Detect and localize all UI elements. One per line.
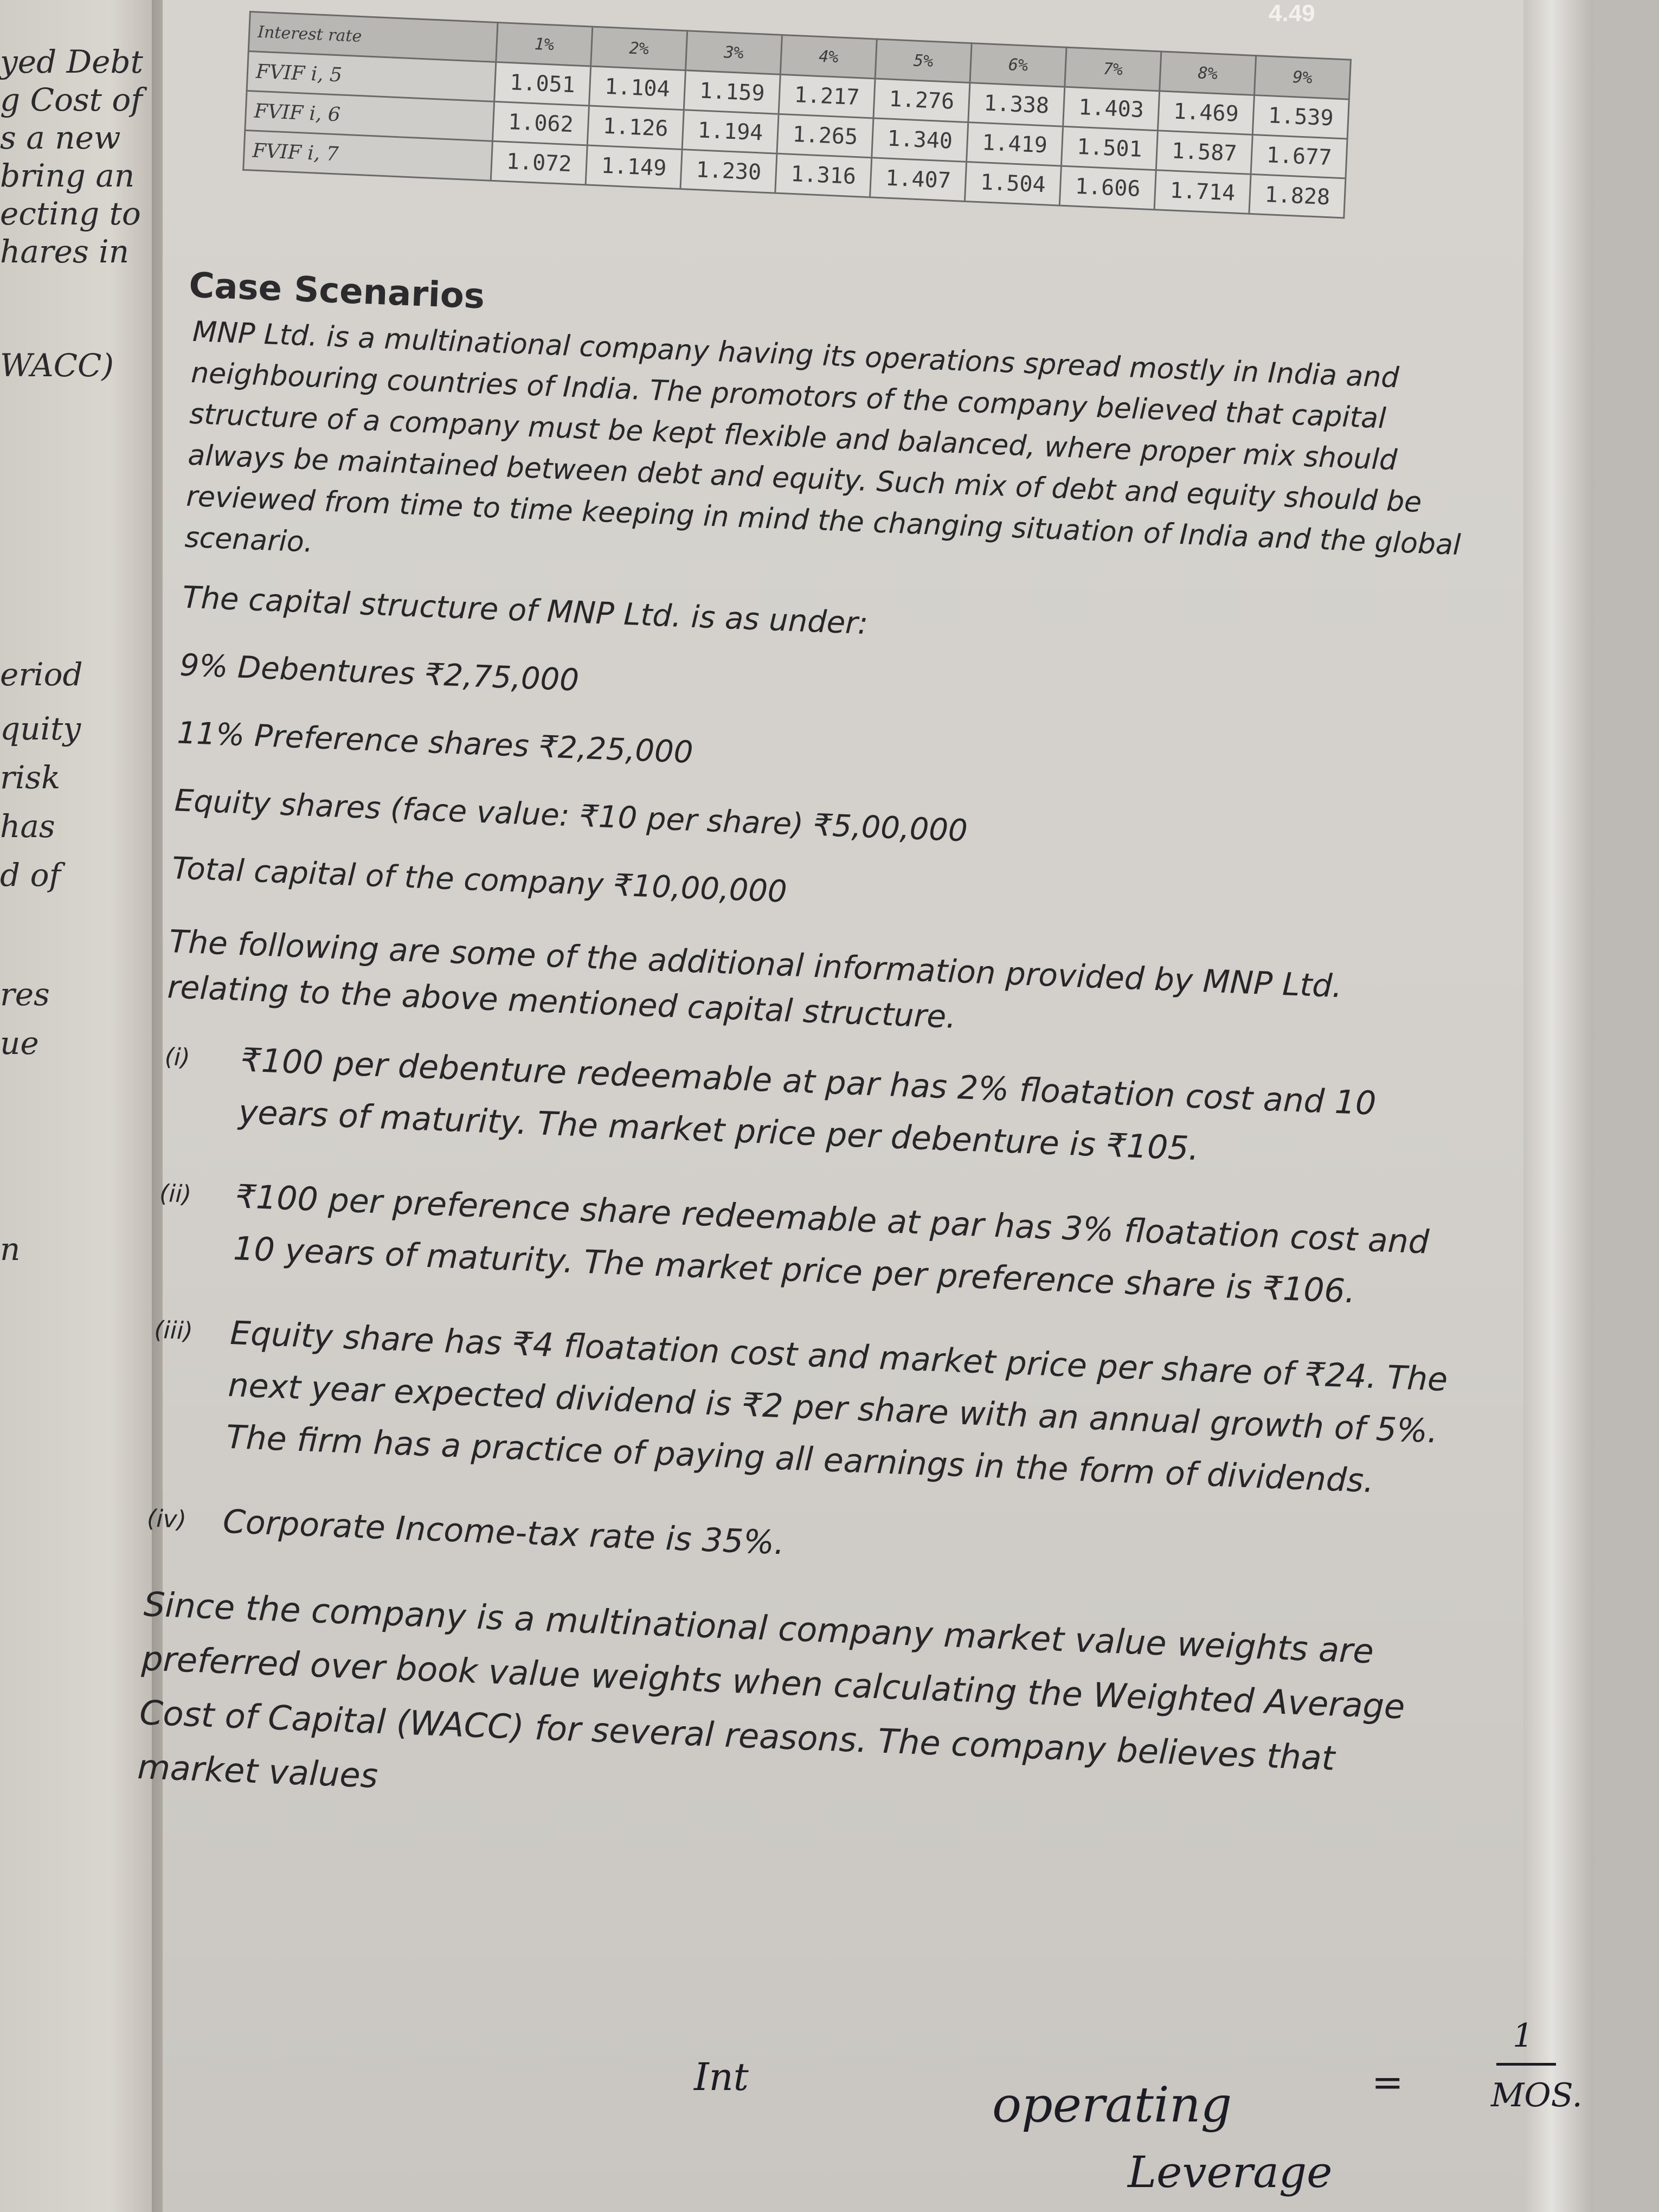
left-page-fragment: yed Debt [0, 43, 143, 80]
left-page-fragment: hares in [0, 233, 130, 270]
table-cell: 1.714 [1154, 170, 1251, 214]
table-cell: 1.539 [1252, 95, 1349, 139]
table-header-cell: 1% [496, 22, 593, 66]
table-header-cell: 5% [875, 39, 972, 83]
table-cell: 1.104 [589, 66, 685, 110]
table-cell: 1.265 [777, 114, 873, 158]
info-item-marker: (i) [164, 1043, 191, 1072]
table-cell: 1.126 [587, 106, 684, 150]
table-cell: 1.403 [1063, 87, 1160, 131]
table-header-cell: Interest rate [248, 12, 498, 62]
capital-line-debentures: 9% Debentures ₹2,75,000 [179, 647, 580, 698]
table-row-label: FVIF i, 5 [247, 51, 496, 101]
table-header-cell: 3% [685, 31, 782, 75]
table-cell: 1.469 [1158, 91, 1254, 135]
handwritten-note: = [1372, 2060, 1404, 2105]
left-page-fragment: ue [0, 1025, 39, 1062]
info-item [157, 1168, 1461, 1322]
left-page-fragment: bring an [0, 157, 135, 194]
table-cell: 1.340 [872, 118, 968, 162]
info-item [149, 1304, 1455, 1510]
table-cell: 1.217 [779, 74, 875, 118]
table-cell: 1.230 [680, 150, 777, 194]
capital-line-total: Total capital of the company ₹10,00,000 [171, 851, 788, 910]
left-page-fragment: eriod [0, 656, 83, 693]
left-page-fragment: s a new [0, 119, 121, 156]
left-page-fragment: g Cost of [0, 81, 143, 118]
table-cell: 1.677 [1251, 134, 1347, 178]
info-item-text: ₹100 per debenture redeemable at par has 2% floatation cost and 10 years of maturity. The market price per debenture is ₹105. [237, 1041, 1377, 1168]
capital-line-equity: Equity shares (face value: ₹10 per share) ₹5,00,000 [173, 783, 968, 849]
table-cell: 1.149 [586, 145, 682, 189]
info-item-marker: (ii) [159, 1179, 192, 1208]
left-page-fragment: has [0, 808, 55, 845]
handwritten-note: Int [694, 2055, 749, 2099]
table-cell: 1.062 [492, 101, 589, 145]
left-page-fragment: d of [0, 857, 61, 893]
left-page-fragment: risk [0, 759, 61, 796]
table-row-label: FVIF i, 6 [245, 91, 494, 141]
table-cell: 1.501 [1061, 126, 1158, 170]
table-cell: 1.606 [1059, 166, 1156, 210]
table-cell: 1.194 [682, 110, 779, 154]
table-header-cell: 9% [1254, 56, 1351, 100]
handwritten-note: operating [992, 2076, 1232, 2133]
table-row-label: FVIF i, 7 [243, 130, 493, 181]
table-header-cell: 2% [591, 27, 687, 70]
handwritten-note: MOS. [1491, 2076, 1583, 2114]
table-cell: 1.338 [968, 83, 1065, 127]
intro-paragraph: MNP Ltd. is a multinational company having its operations spread mostly in India and neighbouring countries of India. The promotors of the company believed that capital structure of a company must be kept flexible and balanced, where proper mix should always be maintained between debt and equity. Such mix of debt and equity should be reviewed from time to time keeping in mind the changing situation of India and the global scenario. [184, 315, 1462, 562]
additional-info-intro: The following are some of the additional information provided by MNP Ltd. relating to the above mentioned capital structure. [166, 923, 1343, 1036]
fvif-table [242, 11, 1352, 218]
info-item-text: Equity share has ₹4 floatation cost and market price per share of ₹24. The next year expected dividend is ₹2 per share with an annual growth of 5%. The firm has a practice of paying all earnings in the form of dividends. [225, 1314, 1449, 1501]
page-number: 4.49 [1269, 0, 1315, 27]
left-page-fragment: WACC) [0, 347, 114, 384]
table-cell: 1.828 [1249, 174, 1346, 218]
table-cell: 1.051 [494, 62, 591, 106]
info-item [162, 1031, 1466, 1185]
case-scenario-content [135, 266, 1495, 1877]
table-cell: 1.159 [684, 70, 780, 114]
left-page-fragment: ecting to [0, 195, 141, 232]
section-heading: Case Scenarios [188, 265, 486, 317]
capital-line-preference: 11% Preference shares ₹2,25,000 [176, 715, 694, 770]
table-cell: 1.504 [964, 162, 1061, 205]
info-item-marker: (iv) [146, 1504, 187, 1534]
table-cell: 1.276 [873, 79, 970, 123]
page-edge-stack [1523, 0, 1594, 2212]
left-facing-page [0, 0, 157, 2212]
table-cell: 1.072 [491, 141, 587, 185]
table-header-cell: 8% [1160, 52, 1256, 95]
handwritten-note: 1 [1513, 2017, 1534, 2055]
handwritten-note: Leverage [1128, 2147, 1333, 2197]
left-page-fragment: n [0, 1231, 21, 1268]
info-item-marker: (iii) [153, 1316, 194, 1346]
handwritten-fraction-bar [1496, 2063, 1556, 2066]
left-page-fragment: quity [0, 710, 81, 747]
info-item-text: Corporate Income-tax rate is 35%. [222, 1502, 786, 1562]
capital-structure-intro: The capital structure of MNP Ltd. is as under: [182, 580, 869, 642]
closing-paragraph: Since the company is a multinational company market value weights are preferred over book value weights when calculating the Weighted Average Cost of Capital (WACC) for several reasons. The company believes that market values [137, 1584, 1406, 1796]
info-item [146, 1493, 1448, 1594]
info-item-text: ₹100 per preference share redeemable at par has 3% floatation cost and 10 years of maturity. The market price per preference share is ₹106. [233, 1178, 1430, 1311]
table-cell: 1.587 [1156, 131, 1252, 175]
table-cell: 1.316 [775, 153, 872, 197]
table-header-cell: 6% [970, 43, 1066, 87]
table-cell: 1.419 [967, 123, 1063, 166]
table-header-cell: 4% [780, 35, 877, 79]
table-header-cell: 7% [1065, 47, 1161, 91]
table-cell: 1.407 [870, 158, 967, 202]
left-page-fragment: res [0, 976, 50, 1013]
